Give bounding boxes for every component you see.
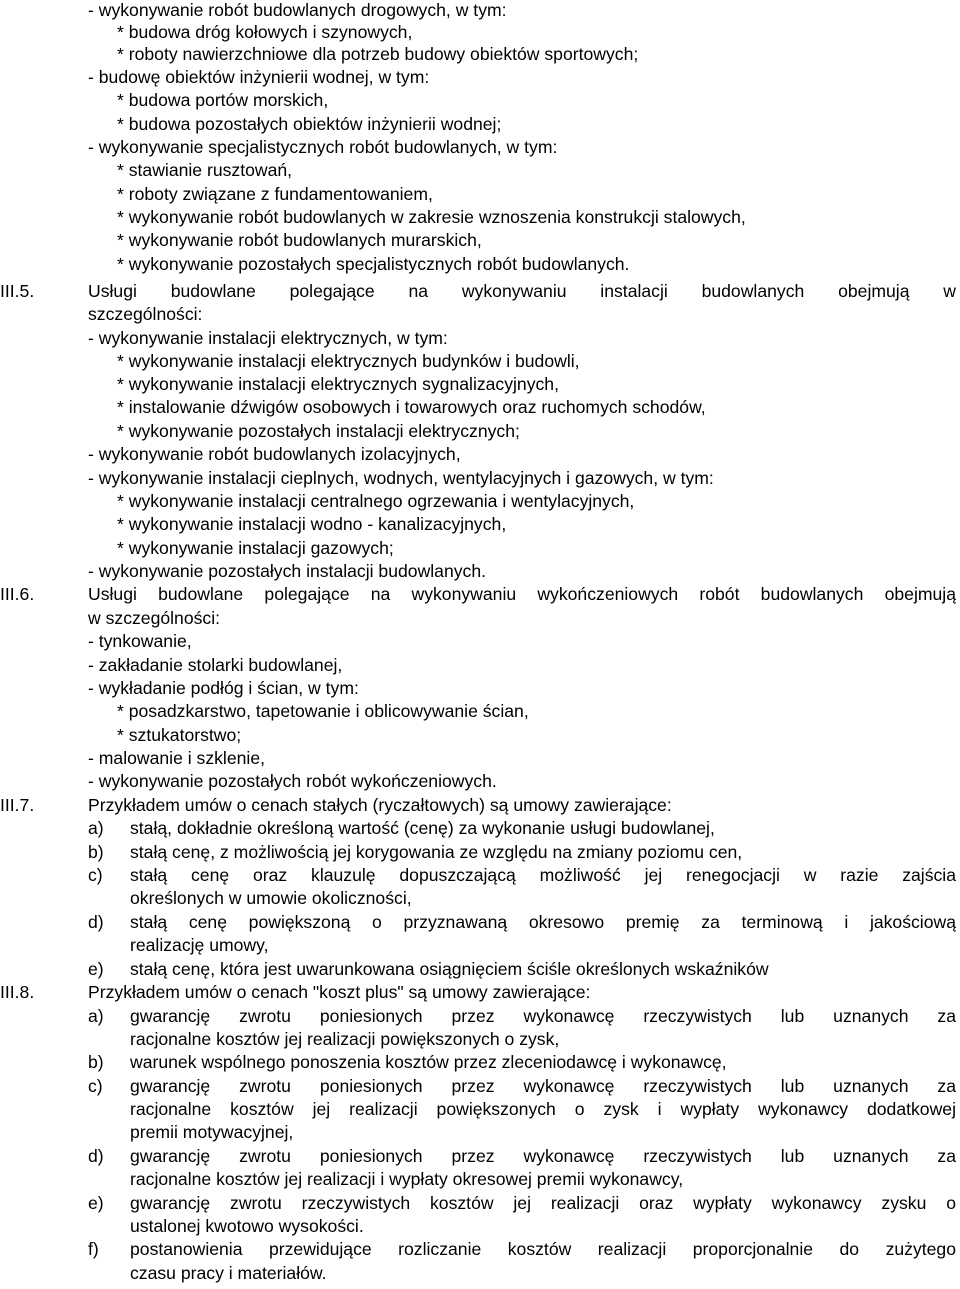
list-item: * wykonywanie instalacji wodno - kanalizacyjnych, (117, 514, 507, 534)
list-item: * budowa portów morskich, (117, 90, 329, 110)
section-intro: Przykładem umów o cenach stałych (ryczałtowych) są umowy zawierające: (88, 795, 672, 815)
list-item-continued: racjonalne kosztów jej realizacji powiększonych o zysk, (130, 1029, 560, 1049)
list-item-continued: realizację umowy, (130, 935, 269, 955)
list-item: stałą cenę powiększoną o przyznawaną okresowo premię za terminową i jakościową (130, 912, 956, 932)
list-item: - wykonywanie specjalistycznych robót budowlanych, w tym: (88, 137, 558, 157)
list-label: d) (88, 912, 104, 932)
list-item: * wykonywanie instalacji elektrycznych sygnalizacyjnych, (117, 374, 559, 394)
list-label: e) (88, 959, 104, 979)
list-item: * wykonywanie instalacji gazowych; (117, 538, 394, 558)
list-label: c) (88, 1076, 103, 1096)
section-intro: Przykładem umów o cenach "koszt plus" są umowy zawierające: (88, 982, 591, 1002)
list-item-continued: czasu pracy i materiałów. (130, 1263, 327, 1283)
list-item: * budowa dróg kołowych i szynowych, (117, 22, 413, 42)
section-intro-continued: szczególności: (88, 304, 203, 324)
list-item: - budowę obiektów inżynierii wodnej, w tym: (88, 67, 430, 87)
list-item: * wykonywanie instalacji centralnego ogrzewania i wentylacyjnych, (117, 491, 635, 511)
list-item: - wykładanie podłóg i ścian, w tym: (88, 678, 359, 698)
section-number: III.7. (0, 795, 35, 815)
list-item-continued: racjonalne kosztów jej realizacji powiększonych o zysk i wypłaty wykonawcy dodatkowej (130, 1099, 956, 1119)
list-item-continued: premii motywacyjnej, (130, 1122, 294, 1142)
list-item: - wykonywanie pozostałych robót wykończeniowych. (88, 771, 497, 791)
list-item: * sztukatorstwo; (117, 725, 242, 745)
section-intro-continued: w szczególności: (88, 608, 221, 628)
list-label: a) (88, 1006, 104, 1026)
list-item: - wykonywanie robót budowlanych izolacyjnych, (88, 444, 461, 464)
list-item: * wykonywanie pozostałych specjalistycznych robót budowlanych. (117, 254, 630, 274)
section-intro: Usługi budowlane polegające na wykonywaniu wykończeniowych robót budowlanych obejmują (88, 584, 956, 604)
list-label: e) (88, 1193, 104, 1213)
list-item: * instalowanie dźwigów osobowych i towarowych oraz ruchomych schodów, (117, 397, 706, 417)
section-number: III.6. (0, 584, 35, 604)
list-item: * roboty związane z fundamentowaniem, (117, 184, 433, 204)
list-item: * wykonywanie instalacji elektrycznych budynków i budowli, (117, 351, 580, 371)
list-item: stałą cenę, która jest uwarunkowana osiągnięciem ściśle określonych wskaźników (130, 959, 769, 979)
list-label: d) (88, 1146, 104, 1166)
list-item: stałą cenę, z możliwością jej korygowania ze względu na zmiany poziomu cen, (130, 842, 743, 862)
list-label: b) (88, 1052, 104, 1072)
list-item: warunek wspólnego ponoszenia kosztów przez zleceniodawcę i wykonawcę, (130, 1052, 727, 1072)
list-item: gwarancję zwrotu poniesionych przez wykonawcę rzeczywistych lub uznanych za (130, 1006, 956, 1026)
list-label: b) (88, 842, 104, 862)
list-item: * posadzkarstwo, tapetowanie i oblicowywanie ścian, (117, 701, 529, 721)
list-item: * stawianie rusztowań, (117, 160, 293, 180)
list-item: gwarancję zwrotu rzeczywistych kosztów jej realizacji oraz wypłaty wykonawcy zysku o (130, 1193, 956, 1213)
list-item: - zakładanie stolarki budowlanej, (88, 655, 343, 675)
list-item: * roboty nawierzchniowe dla potrzeb budowy obiektów sportowych; (117, 44, 639, 64)
list-item: - wykonywanie instalacji elektrycznych, w tym: (88, 328, 448, 348)
list-item: stałą, dokładnie określoną wartość (cenę) za wykonanie usługi budowlanej, (130, 818, 715, 838)
list-item: * wykonywanie pozostałych instalacji elektrycznych; (117, 421, 520, 441)
list-item: stałą cenę oraz klauzulę dopuszczającą możliwość jej renegocjacji w razie zajścia (130, 865, 956, 885)
list-item: - wykonywanie pozostałych instalacji budowlanych. (88, 561, 487, 581)
list-item-continued: określonych w umowie okoliczności, (130, 888, 412, 908)
list-item: postanowienia przewidujące rozliczanie kosztów realizacji proporcjonalnie do zużytego (130, 1239, 956, 1259)
list-item: gwarancję zwrotu poniesionych przez wykonawcę rzeczywistych lub uznanych za (130, 1076, 956, 1096)
list-label: f) (88, 1239, 99, 1259)
list-item-continued: racjonalne kosztów jej realizacji i wypłaty okresowej premii wykonawcy, (130, 1169, 684, 1189)
list-item-continued: ustalonej kwotowo wysokości. (130, 1216, 364, 1236)
section-intro: Usługi budowlane polegające na wykonywaniu instalacji budowlanych obejmują w (88, 281, 956, 301)
list-item: * wykonywanie robót budowlanych murarskich, (117, 230, 482, 250)
section-number: III.5. (0, 281, 35, 301)
list-item: * wykonywanie robót budowlanych w zakresie wznoszenia konstrukcji stalowych, (117, 207, 746, 227)
list-item: * budowa pozostałych obiektów inżynierii wodnej; (117, 114, 502, 134)
list-item: - wykonywanie robót budowlanych drogowych, w tym: (88, 0, 507, 20)
list-item: gwarancję zwrotu poniesionych przez wykonawcę rzeczywistych lub uznanych za (130, 1146, 956, 1166)
list-item: - wykonywanie instalacji cieplnych, wodnych, wentylacyjnych i gazowych, w tym: (88, 468, 714, 488)
section-number: III.8. (0, 982, 35, 1002)
list-label: c) (88, 865, 103, 885)
list-item: - tynkowanie, (88, 631, 192, 651)
list-label: a) (88, 818, 104, 838)
list-item: - malowanie i szklenie, (88, 748, 265, 768)
